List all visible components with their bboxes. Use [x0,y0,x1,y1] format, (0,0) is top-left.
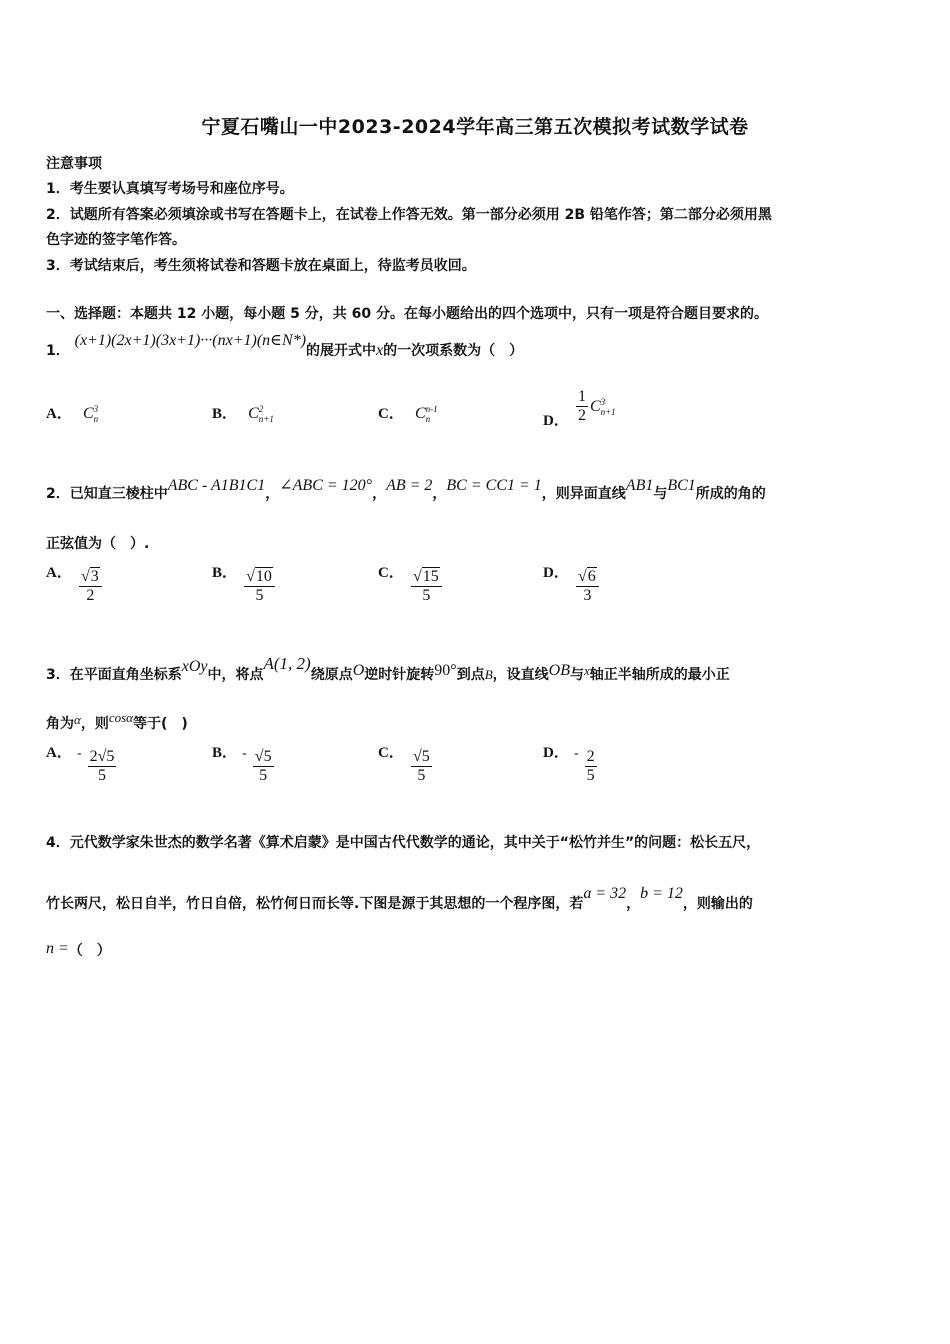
option-fraction: $\frac{√15}{5}$ [411,568,442,605]
q3-option-c[interactable] [378,745,434,785]
q3-coord-system: xOy [181,658,208,675]
notice-item-2-cont: 色字迹的签字笔作答。 [46,232,186,248]
q3-option-a[interactable] [46,745,118,785]
option-label: A． [46,565,72,581]
q2-option-b[interactable] [212,565,277,605]
q4-n-equals: n = [46,940,69,957]
q1-var: x [376,342,384,359]
q3-point-a: A(1, 2) [263,654,311,673]
q3-text-g: 轴正半轴所成的最小正 [589,667,730,683]
q4-stem-cont [46,885,753,913]
q3-origin: O [352,662,365,679]
q1-stem [46,332,524,360]
q2-ab: AB = 2 [386,477,433,494]
q3-text-c: 逆时针旋转 [364,667,435,683]
q4-b-value: b = 12 [640,885,683,902]
q4-line2: 竹长两尺，松日自半，竹日自倍，松竹何日而长等.下图是源于其思想的一个程序图，若 [46,896,584,912]
option-sign: - [76,746,82,761]
q3-text-d: 到点 [456,667,485,683]
option-label: C． [378,565,404,581]
q1-number: 1． [46,343,70,359]
q4-blank: （ ） [68,943,111,959]
q1-option-c[interactable] [378,402,438,424]
option-fraction: $\frac{√5}{5}$ [412,748,430,784]
q3-text-a: 中，将点 [207,667,264,683]
q3-cos: cosα [108,710,133,725]
option-label: B． [212,406,238,422]
q2-prism: ABC - A1B1C1 [167,477,266,494]
q2-text-b: 与 [653,486,668,502]
q3-x-var: x [583,663,590,678]
option-math: C 2 n+1 [248,404,274,425]
q3-lead: 3．在平面直角坐标系 [46,667,182,683]
q4-a-value: a = 32 [583,885,627,902]
q3-line2-b: ，则 [80,716,109,732]
q2-bc: BC = CC1 = 1 [446,477,542,494]
option-sign: - [242,746,247,761]
q2-option-d[interactable] [543,565,601,605]
option-fraction: $\frac{√5}{5}$ [254,748,272,784]
option-math: C 3 n+1 [589,397,616,418]
option-fraction: $\frac{√10}{5}$ [244,568,275,605]
q3-line2-a: 角为 [46,716,74,732]
q3-line2-c: 等于( ) [132,716,188,732]
q3-stem-cont [46,710,188,733]
q2-line1: AB1 [625,477,654,494]
q4-line2-end: ，则输出的 [682,896,753,912]
option-label: D． [543,413,569,429]
q2-option-c[interactable] [378,565,444,605]
option-label: A． [46,745,72,761]
option-label: B． [212,745,238,761]
q3-text-b: 绕原点 [310,667,353,683]
q2-angle: ∠ABC = 120° [279,477,373,494]
option-sign: - [573,746,579,761]
option-fraction: $\frac{2√5}{5}$ [89,748,115,784]
section-heading: 一、选择题：本题共 12 小题，每小题 5 分，共 60 分。在每小题给出的四个选项中，只有一项是符合题目要求的。 [46,306,768,322]
q2-stem: 2．已知直三棱柱中ABC - A1B1C1，∠ABC = 120°，AB = 2，BC = CC1 = 1，则异面直线AB1与BC1所成的角的 [46,477,766,502]
q1-text-a: 的展开式中 [306,343,377,359]
q2-text-c: 所成的角的 [695,486,766,502]
q3-text-e: ，设直线 [492,667,549,683]
q2-text-a: ，则异面直线 [541,486,626,502]
q3-text-f: 与 [569,667,584,683]
q1-option-d[interactable] [543,388,616,429]
q3-stem [46,654,730,684]
option-math: C n-1 n [414,404,438,425]
option-label: B． [212,565,238,581]
option-fraction: $\frac{√3}{2}$ [79,568,102,605]
q4-comma: ， [626,896,641,912]
page-title: 宁夏石嘴山一中2023-2024学年高三第五次模拟考试数学试卷 [201,116,749,138]
q3-option-d[interactable] [543,745,599,785]
notice-item-3: 3．考试结束后，考生须将试卷和答题卡放在桌面上，待监考员收回。 [46,258,476,274]
option-label: C． [378,406,404,422]
notice-item-1: 1．考生要认真填写考场号和座位序号。 [46,181,294,197]
option-label: A． [46,406,72,422]
q3-line-ob: OB [548,662,570,679]
q2-stem-cont: 正弦值为（ ）. [46,536,150,552]
option-fraction: $\frac{1}{2}$ [577,388,586,424]
q1-text-b: 的一次项系数为（ ） [383,343,524,359]
option-fraction: $\frac{2}{5}$ [586,748,595,784]
q1-expression: (x+1)(2x+1)(3x+1)···(nx+1)(n∈N*) [74,332,307,349]
q1-option-a[interactable] [46,402,98,424]
q3-degree: 90° [434,662,457,679]
q1-option-b[interactable] [212,402,274,424]
q4-answer-line [46,940,111,960]
q2-lead: 2．已知直三棱柱中 [46,486,168,502]
notice-item-2: 2．试题所有答案必须填涂或书写在答题卡上，在试卷上作答无效。第一部分必须用 2B 铅笔作答；第二部分必须用黑 [46,207,772,223]
option-math: C 3 n [82,404,99,425]
q2-line2: BC1 [667,477,696,494]
option-fraction: $\frac{√6}{3}$ [576,568,599,605]
option-label: D． [543,745,569,761]
notice-heading: 注意事项 [46,156,102,172]
q3-option-b[interactable] [212,745,276,785]
q3-point-b: B [484,667,493,682]
option-label: C． [378,745,404,761]
q4-stem: 4．元代数学家朱世杰的数学名著《算术启蒙》是中国古代代数学的通论，其中关于“松竹并生”的问题：松长五尺， [46,835,761,851]
option-label: D． [543,565,569,581]
q2-option-a[interactable] [46,565,104,605]
q3-alpha: α [74,712,81,727]
